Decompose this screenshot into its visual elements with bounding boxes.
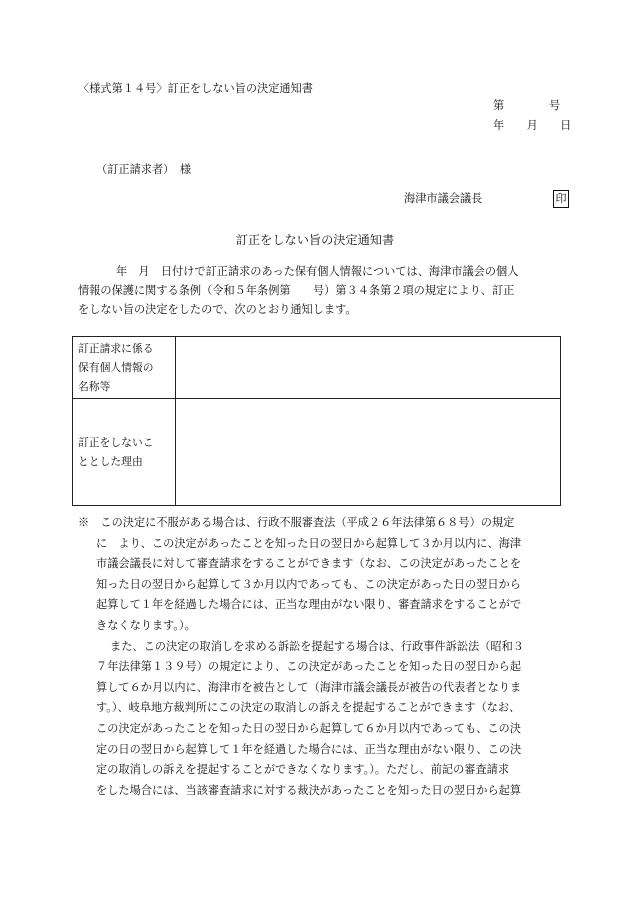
- row-value-info-name: [176, 337, 561, 399]
- document-number: 第 号: [493, 99, 561, 112]
- document-date: 年 月 日: [493, 119, 572, 132]
- intro-line: 年 月 日付けで訂正請求のあった保有個人情報については、海津市議会の個人: [116, 265, 519, 278]
- note-line: 知った日の翌日から起算して３か月以内であっても、この決定があった日の翌日から: [96, 577, 521, 591]
- label-line: 訂正請求に係る: [78, 342, 154, 355]
- note-line: 起算して１年を経過した場合には、正当な理由がない限り、審査請求をすることがで: [96, 598, 522, 612]
- note-line: 定の取消しの訴えを提起することができなくなります。）。ただし、前記の審査請求: [96, 763, 510, 777]
- label-line: 訂正をしないこ: [78, 436, 154, 449]
- table-row: [73, 399, 561, 506]
- note-line: ７年法律第１３９号）の規定により、この決定があったことを知った日の翌日から起: [96, 660, 522, 674]
- note-line: に より、この決定があったことを知った日の翌日から起算して３か月以内に、海津: [96, 536, 522, 550]
- note-line: 市議会議長に対して審査請求をすることができます（なお、この決定があったことを: [96, 557, 522, 571]
- row-value-reason: [176, 399, 561, 506]
- intro-line: 情報の保護に関する条例（令和５年条例第 号）第３４条第２項の規定により、訂正: [78, 284, 515, 298]
- note-line: 算して６か月以内に、海津市を被告として（海津市議会議長が被告の代表者となりま: [96, 680, 522, 694]
- row-label-reason: [73, 399, 176, 506]
- label-line: 名称等: [78, 380, 111, 393]
- label-line: ととした理由: [78, 455, 143, 468]
- table-row: [73, 337, 561, 399]
- info-table: [72, 336, 561, 506]
- note-line: す。）、岐阜地方裁判所にこの決定の取消しの訴えを提起することができます（なお、: [96, 701, 521, 715]
- note-line: また、この決定の取消しを求める訴訟を提起する場合は、行政事件訴訟法（昭和３: [110, 639, 524, 653]
- sender-line: 海津市議会議長: [404, 192, 483, 205]
- note-line: きなくなります。）。: [96, 618, 196, 632]
- recipient-line: （訂正請求者） 様: [96, 163, 192, 176]
- label-line: 保有個人情報の: [78, 361, 154, 374]
- form-number-label: 〈様式第１４号〉訂正をしない旨の決定通知書: [78, 82, 313, 95]
- row-label-info-name: [73, 337, 176, 399]
- seal-stamp: 印: [553, 190, 569, 208]
- intro-paragraph: [78, 262, 568, 320]
- note-line: 定の日の翌日から起算して１年を経過した場合には、正当な理由がない限り、この決: [96, 742, 522, 756]
- note-line: をした場合には、当該審査請求に対する裁決があったことを知った日の翌日から起算: [96, 783, 522, 797]
- document-title: 訂正をしない旨の決定通知書: [235, 233, 395, 247]
- notes-section: [78, 513, 568, 801]
- intro-line: をしない旨の決定をしたので、次のとおり通知します。: [78, 303, 357, 317]
- note-line: この決定があったことを知った日の翌日から起算して６か月以内であっても、この決: [96, 721, 521, 735]
- note-line: ※ この決定に不服がある場合は、行政不服審査法（平成２６年法律第６８号）の規定: [78, 516, 515, 529]
